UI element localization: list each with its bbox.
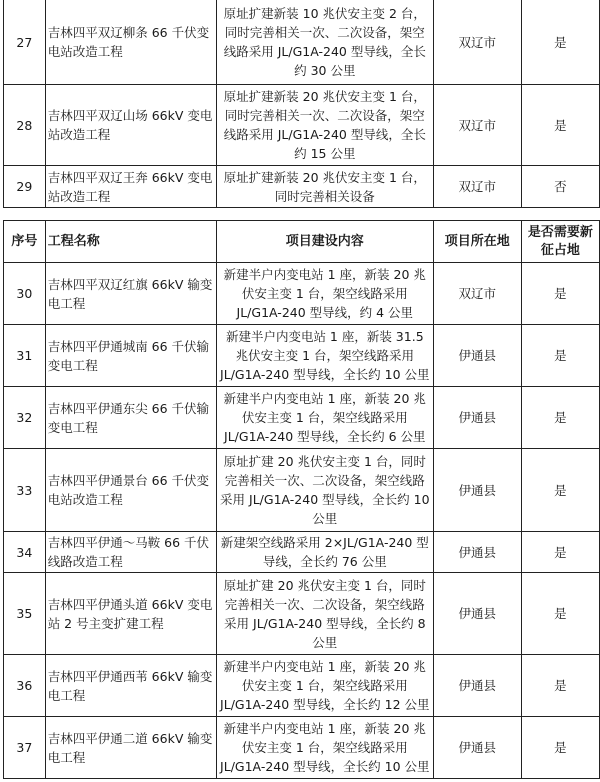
land-required: 是 bbox=[521, 449, 599, 532]
header-number: 序号 bbox=[4, 221, 46, 263]
project-content: 原址扩建新装 20 兆伏安主变 1 台，同时完善相关一次、二次设备，架空线路采用 JL/G1A-240 型导线，全长约 15 公里 bbox=[216, 85, 433, 166]
land-required: 是 bbox=[521, 325, 599, 387]
project-name: 吉林四平伊通东尖 66 千伏输变电工程 bbox=[45, 387, 216, 449]
project-location: 双辽市 bbox=[433, 166, 521, 208]
header-location: 项目所在地 bbox=[433, 221, 521, 263]
header-content: 项目建设内容 bbox=[216, 221, 433, 263]
table-row bbox=[4, 449, 600, 532]
project-location: 伊通县 bbox=[433, 449, 521, 532]
row-number: 30 bbox=[4, 263, 46, 325]
table-row bbox=[4, 325, 600, 387]
project-location: 伊通县 bbox=[433, 325, 521, 387]
land-required: 否 bbox=[521, 166, 599, 208]
table-row bbox=[4, 85, 600, 166]
land-required: 是 bbox=[521, 387, 599, 449]
project-name: 吉林四平伊通二道 66kV 输变电工程 bbox=[45, 717, 216, 779]
land-required: 是 bbox=[521, 532, 599, 573]
project-location: 双辽市 bbox=[433, 85, 521, 166]
land-required: 是 bbox=[521, 573, 599, 655]
project-location: 双辽市 bbox=[433, 0, 521, 85]
table-row bbox=[4, 573, 600, 655]
project-table bbox=[3, 220, 600, 779]
project-location: 伊通县 bbox=[433, 387, 521, 449]
project-location: 伊通县 bbox=[433, 655, 521, 717]
row-number: 32 bbox=[4, 387, 46, 449]
table-row bbox=[4, 0, 600, 85]
project-name: 吉林四平双辽山场 66kV 变电站改造工程 bbox=[45, 85, 216, 166]
project-content: 新建半户内变电站 1 座，新装 20 兆伏安主变 1 台，架空线路采用 JL/G1A-240 型导线，全长约 6 公里 bbox=[216, 387, 433, 449]
project-name: 吉林四平双辽柳条 66 千伏变电站改造工程 bbox=[45, 0, 216, 85]
land-required: 是 bbox=[521, 263, 599, 325]
row-number: 36 bbox=[4, 655, 46, 717]
row-number: 27 bbox=[4, 0, 46, 85]
project-location: 双辽市 bbox=[433, 263, 521, 325]
project-location: 伊通县 bbox=[433, 532, 521, 573]
row-number: 28 bbox=[4, 85, 46, 166]
table-row bbox=[4, 263, 600, 325]
row-number: 37 bbox=[4, 717, 46, 779]
row-number: 33 bbox=[4, 449, 46, 532]
header-land: 是否需要新征占地 bbox=[521, 221, 599, 263]
land-required: 是 bbox=[521, 0, 599, 85]
project-content: 新建半户内变电站 1 座，新装 20 兆伏安主变 1 台，架空线路采用 JL/G1A-240 型导线，全长约 10 公里 bbox=[216, 717, 433, 779]
table-row bbox=[4, 166, 600, 208]
project-location: 伊通县 bbox=[433, 717, 521, 779]
project-name: 吉林四平伊通城南 66 千伏输变电工程 bbox=[45, 325, 216, 387]
land-required: 是 bbox=[521, 85, 599, 166]
row-number: 35 bbox=[4, 573, 46, 655]
row-number: 31 bbox=[4, 325, 46, 387]
project-content: 原址扩建新装 20 兆伏安主变 1 台，同时完善相关设备 bbox=[216, 166, 433, 208]
row-number: 34 bbox=[4, 532, 46, 573]
land-required: 是 bbox=[521, 717, 599, 779]
project-content: 新建架空线路采用 2×JL/G1A-240 型导线，全长约 76 公里 bbox=[216, 532, 433, 573]
project-content: 原址扩建新装 10 兆伏安主变 2 台，同时完善相关一次、二次设备，架空线路采用 JL/G1A-240 型导线，全长约 30 公里 bbox=[216, 0, 433, 85]
land-required: 是 bbox=[521, 655, 599, 717]
table-header-row bbox=[4, 221, 600, 263]
project-name: 吉林四平伊通景台 66 千伏变电站改造工程 bbox=[45, 449, 216, 532]
table-row bbox=[4, 717, 600, 779]
row-number: 29 bbox=[4, 166, 46, 208]
project-location: 伊通县 bbox=[433, 573, 521, 655]
project-content: 新建半户内变电站 1 座，新装 31.5 兆伏安主变 1 台，架空线路采用 JL/G1A-240 型导线，全长约 10 公里 bbox=[216, 325, 433, 387]
project-content: 原址扩建 20 兆伏安主变 1 台，同时完善相关一次、二次设备，架空线路采用 JL/G1A-240 型导线，全长约 10 公里 bbox=[216, 449, 433, 532]
project-name: 吉林四平伊通西苇 66kV 输变电工程 bbox=[45, 655, 216, 717]
project-name: 吉林四平双辽王奔 66kV 变电站改造工程 bbox=[45, 166, 216, 208]
project-name: 吉林四平伊通～马鞍 66 千伏线路改造工程 bbox=[45, 532, 216, 573]
project-name: 吉林四平伊通头道 66kV 变电站 2 号主变扩建工程 bbox=[45, 573, 216, 655]
table-row bbox=[4, 655, 600, 717]
table-row bbox=[4, 387, 600, 449]
project-content: 新建半户内变电站 1 座，新装 20 兆伏安主变 1 台，架空线路采用 JL/G1A-240 型导线，全长约 12 公里 bbox=[216, 655, 433, 717]
project-name: 吉林四平双辽红旗 66kV 输变电工程 bbox=[45, 263, 216, 325]
project-content: 新建半户内变电站 1 座，新装 20 兆伏安主变 1 台，架空线路采用 JL/G1A-240 型导线，约 4 公里 bbox=[216, 263, 433, 325]
project-table-continued bbox=[3, 0, 600, 208]
project-content: 原址扩建 20 兆伏安主变 1 台，同时完善相关一次、二次设备，架空线路采用 JL/G1A-240 型导线，全长约 8 公里 bbox=[216, 573, 433, 655]
header-name: 工程名称 bbox=[45, 221, 216, 263]
table-row bbox=[4, 532, 600, 573]
